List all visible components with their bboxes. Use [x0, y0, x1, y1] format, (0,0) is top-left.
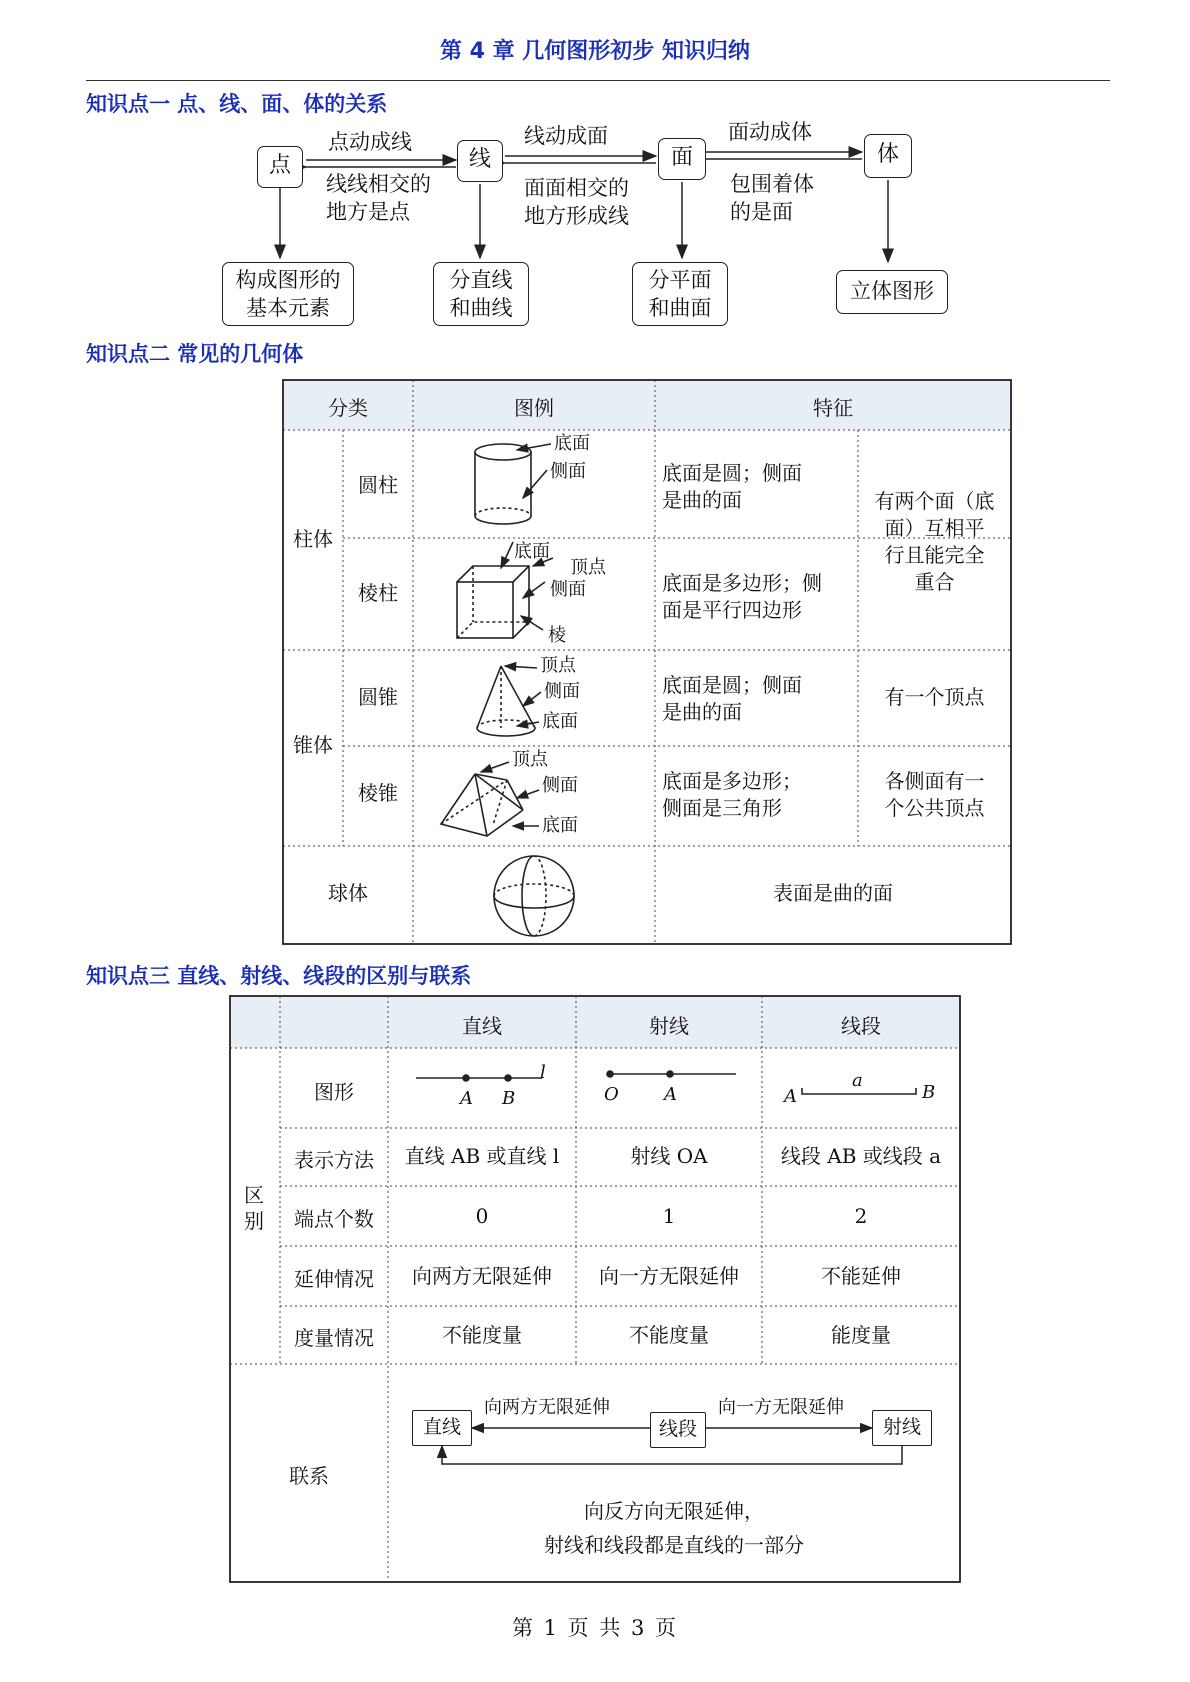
label-surround: 包围着体 的是面 [730, 172, 814, 224]
page-title: 第 4 章 几何图形初步 知识归纳 [440, 39, 750, 64]
ray-letter-o: O [604, 1084, 619, 1105]
section3-heading: 知识点三 直线、射线、线段的区别与联系 [86, 964, 472, 988]
cone-label-base: 底面 [542, 711, 578, 732]
line-letter-b: B [502, 1088, 516, 1109]
label-plane-intersect: 面面相交的 地方形成线 [524, 176, 629, 228]
pyramid-label-side: 侧面 [542, 775, 578, 796]
node-plane: 面 [658, 138, 706, 180]
endpoints-line: 0 [475, 1204, 489, 1228]
prism-label-base: 底面 [514, 541, 550, 562]
relation-label-one-way: 向一方无限延伸 [718, 1397, 844, 1418]
notation-line: 直线 AB 或直线 l [404, 1144, 560, 1168]
label-point-to-line: 点动成线 [328, 130, 412, 154]
relation-node-segment: 线段 [650, 1412, 706, 1448]
cone-feature: 底面是圆；侧面 是曲的面 [662, 673, 802, 724]
pyramid-label-base: 底面 [542, 815, 578, 836]
pyramid-feature: 底面是多边形； 侧面是三角形 [662, 769, 802, 820]
ray-letter-a: A [664, 1084, 677, 1105]
group-cone-solids: 锥体 [293, 733, 333, 757]
row-endpoints-label: 端点个数 [294, 1207, 374, 1231]
extension-line: 向两方无限延伸 [412, 1264, 552, 1288]
segment-letter-small-a: a [852, 1070, 863, 1091]
node-line: 线 [457, 140, 503, 182]
prism-label-edge: 棱 [548, 625, 566, 646]
lines-header-ray: 射线 [649, 1014, 689, 1038]
difference-label: 区别 [244, 1183, 264, 1233]
group-prism-solids: 柱体 [293, 527, 333, 551]
lines-header-line: 直线 [462, 1014, 502, 1038]
row-cone-name: 圆锥 [358, 685, 398, 709]
node-point: 点 [257, 146, 303, 188]
cone-group-feature: 有一个顶点 [884, 685, 985, 709]
relation-node-line: 直线 [412, 1410, 472, 1446]
endpoints-segment: 2 [854, 1204, 868, 1228]
node-solid: 体 [864, 134, 912, 178]
group-sphere: 球体 [328, 881, 368, 905]
result-solid-figure: 立体图形 [836, 270, 948, 314]
measure-segment: 能度量 [831, 1323, 891, 1347]
result-line-types: 分直线 和曲线 [433, 262, 529, 326]
solids-header-class: 分类 [328, 396, 368, 420]
result-plane-types: 分平面 和曲面 [632, 262, 728, 326]
row-notation-label: 表示方法 [294, 1148, 374, 1172]
label-line-to-plane: 线动成面 [524, 124, 608, 148]
prism-feature: 底面是多边形；侧 面是平行四边形 [662, 571, 822, 622]
segment-letter-a: A [784, 1086, 797, 1107]
relation-label-two-way: 向两方无限延伸 [484, 1397, 610, 1418]
label-plane-to-solid: 面动成体 [728, 120, 812, 144]
section1-heading: 知识点一 点、线、面、体的关系 [86, 92, 388, 116]
pyramid-group-feature: 各侧面有一 个公共顶点 [884, 769, 985, 820]
row-measure-label: 度量情况 [294, 1326, 374, 1350]
prism-label-vertex: 顶点 [570, 557, 606, 578]
relation-note: 向反方向无限延伸， 射线和线段都是直线的一部分 [544, 1499, 804, 1557]
endpoints-ray: 1 [662, 1204, 676, 1228]
row-figure-label: 图形 [314, 1080, 354, 1104]
lines-header-segment: 线段 [841, 1014, 881, 1038]
notation-ray: 射线 OA [630, 1144, 708, 1168]
line-letter-l: l [540, 1062, 546, 1083]
sphere-feature: 表面是曲的面 [773, 881, 893, 905]
prism-label-side: 侧面 [550, 579, 586, 600]
section2-heading: 知识点二 常见的几何体 [86, 342, 304, 366]
cylinder-label-side: 侧面 [550, 461, 586, 482]
pyramid-label-vertex: 顶点 [512, 749, 548, 770]
cylinder-feature: 底面是圆；侧面 是曲的面 [662, 461, 802, 512]
solids-header-figure: 图例 [514, 396, 554, 420]
row-extension-label: 延伸情况 [294, 1267, 374, 1291]
row-pyramid-name: 棱锥 [358, 781, 398, 805]
line-figure [416, 1075, 542, 1081]
relation-label: 联系 [289, 1464, 329, 1488]
label-line-intersect: 线线相交的 地方是点 [326, 172, 431, 224]
cone-label-side: 侧面 [544, 681, 580, 702]
cone-label-vertex: 顶点 [540, 655, 576, 676]
page-footer: 第 1 页 共 3 页 [511, 1616, 679, 1640]
segment-letter-b: B [922, 1082, 936, 1103]
row-cylinder-name: 圆柱 [358, 473, 398, 497]
prism-group-feature: 有两个面（底 面）互相平 行且能完全 重合 [874, 489, 995, 594]
solids-header-feature: 特征 [813, 396, 853, 420]
relation-node-ray: 射线 [872, 1410, 932, 1446]
extension-ray: 向一方无限延伸 [599, 1264, 739, 1288]
line-letter-a: A [460, 1088, 473, 1109]
row-prism-name: 棱柱 [358, 581, 398, 605]
measure-ray: 不能度量 [629, 1323, 709, 1347]
notation-segment: 线段 AB 或线段 a [780, 1144, 942, 1168]
result-basic-elements: 构成图形的 基本元素 [222, 262, 354, 326]
extension-segment: 不能延伸 [821, 1264, 901, 1288]
ray-figure [607, 1071, 736, 1077]
measure-line: 不能度量 [442, 1323, 522, 1347]
cylinder-label-base: 底面 [554, 433, 590, 454]
